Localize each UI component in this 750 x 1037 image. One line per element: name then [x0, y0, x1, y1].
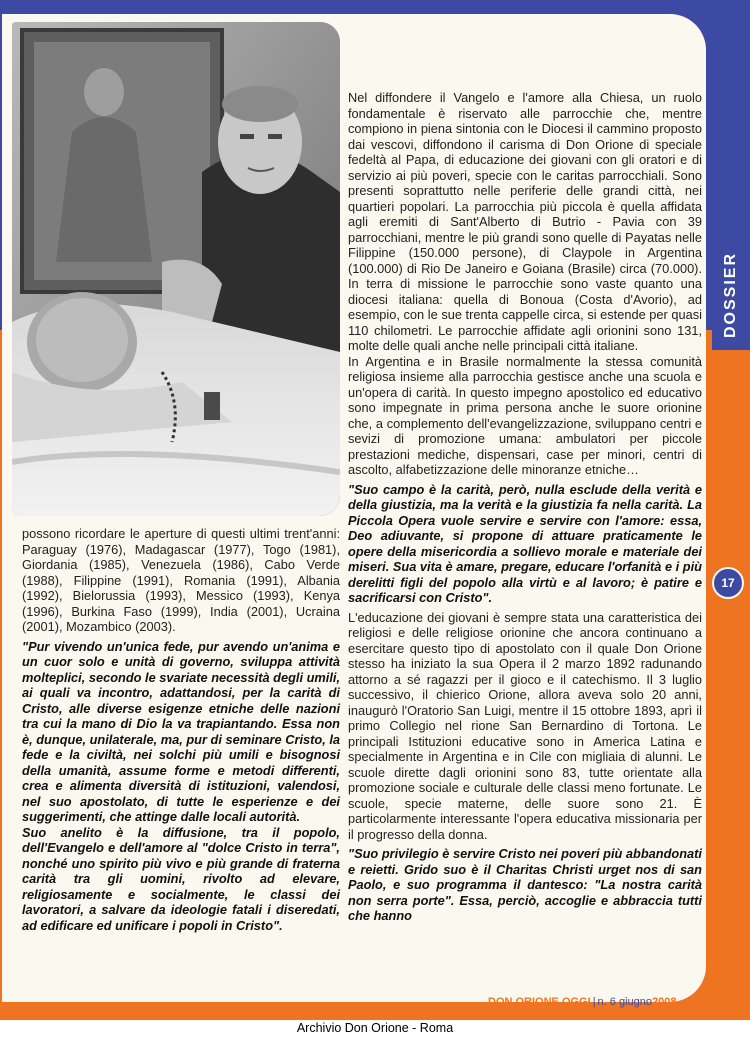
section-tab-label: DOSSIER [722, 251, 740, 339]
right-column [348, 90, 702, 924]
archive-caption: Archivio Don Orione - Roma [0, 1020, 750, 1037]
quote-privilegio: "Suo privilegio è servire Cristo nei poveri più abbandonati e reietti. Grido suo è il Charitas Christi urget nos di san Paolo, e suo programma il dantesco: "La nostra carità non serra porte". Essa, perciò, accoglie e abbraccia tutti che hanno [348, 846, 702, 923]
footer-separator: | [592, 996, 596, 1008]
quote-fede: "Pur vivendo un'unica fede, pur avendo un'anima e un cuor solo e unità di governo, sviluppa attività molteplici, secondo le svariate necessità degli umili, ai quali va incontro, adattandosi, per la carità di Cristo, alle diverse esigenze etniche delle nazioni tra cui la mano di Dio la va trapiantando. Essa non è, dunque, unilaterale, ma, pur di seminare Cristo, la fede e la civiltà, nei solchi più umili e bisognosi della umanità, assume forme e metodi differenti, crea e alimenta diversità di istituzioni, valendosi, nel suo apostolato, di tutte le esperienze e dei suggerimenti, che attinge dalle locali autorità. [22, 638, 340, 824]
footer-issue: n. 6 giugno [597, 996, 652, 1008]
footer-brand: DON ORIONE OGGI [488, 996, 591, 1008]
paragraph-openings: possono ricordare le aperture di questi ultimi trent'anni: Paraguay (1976), Madagascar (1977), Togo (1981), Giordania (1985), Venezuela (1986), Cabo Verde (1988), Filippine (1991), Romania (1991), Albania (1992), Bielorussia (1993), Messico (1993), Kenya (1996), Burkina Faso (1999), India (2001), Ucraina (2001), Mozambico (2003). [22, 526, 340, 634]
quote-anelito: Suo anelito è la diffusione, tra il popolo, dell'Evangelo e dell'amore al "dolce Cristo in terra", nonché uno spirito più vivo e più grande di fraterna carità tra gli uomini, rivolto ad elevare, religiosamente e socialmente, le classi dei lavoratori, a salvare da ideologie fatali i diseredati, ad edificare ed unificare i popoli in Cristo". [22, 824, 340, 933]
footer-year: 2008 [651, 996, 677, 1008]
footer-magazine [488, 996, 676, 1008]
quote-carita: "Suo campo è la carità, però, nulla esclude della verità e della giustizia, ma la verità e la giustizia fa nella carità. La Piccola Opera vuole servire e servire con l'amore: essa, Deo adiuvante, si propone di attuare praticamente le opere della misericordia a sollievo morale e materiale dei miseri. Sua vita è amare, pregare, educare l'orfanità e i più derelitti figli del popolo alla virtù e al lavoro; è patire e sacrificarsi con Cristo". [348, 481, 702, 605]
paragraph-education: L'educazione dei giovani è sempre stata una caratteristica dei religiosi e delle religiose orionine che ancora continuano a esercitare questo tipo di apostolato con il quale Don Orione stesso ha iniziato la sua Opera il 2 marzo 1892 radunando attorno a sé ragazzi per il gioco e il catechismo. Il 3 luglio successivo, il chierico Orione, allora aveva solo 20 anni, inaugurò l'Oratorio San Luigi, mentre il 15 ottobre 1893, aprì il primo Collegio nel rione San Bernardino di Tortona. Le principali Istituzioni educative sono in America Latina e specialmente in Argentina e in Cile con migliaia di alunni. Le scuole dirette dagli orionini sono 83, tutte orientate alla promozione sociale e culturale delle classi meno fortunate. Le scuole, specie materne, delle suore sono 21. È particolarmente interessante l'opera educativa missionaria per il progresso della donna. [348, 609, 702, 842]
page-number-badge [712, 567, 744, 599]
photo-illustration [12, 22, 340, 516]
paragraph-argentina-brasile: In Argentina e in Brasile normalmente la stessa comunità religiosa insieme alla parrocchia gestisce anche una scuola e un'opera di carità. In questo impegno apostolico ed educativo sono impegnate in prima persona anche le suore orionine che, a complemento dell'evangelizzazione, sviluppano centri e sevizi di promozione umana: ambulatori per piccole prestazioni mediche, dispensari, case per minori, centri di ascolto, alfabetizzazione delle minoranze etniche… [348, 353, 702, 477]
left-column [22, 526, 340, 933]
page-number: 17 [721, 576, 735, 590]
historical-photo [12, 22, 340, 516]
section-tab [714, 250, 748, 340]
paragraph-parishes: Nel diffondere il Vangelo e l'amore alla Chiesa, un ruolo fondamentale è riservato alle parrocchie che, mentre compiono in piena sintonia con le Diocesi il cammino proposto dai vescovi, diffondono il carisma di Don Orione di speciale fedeltà al Papa, di educazione dei giovani con gli oratori e di servizio ai più poveri, specie con le caritas parrocchiali. Sono presenti soprattutto nelle periferie delle grandi città, nei quartieri popolari. La parrocchia più piccola è quella affidata agli eremiti di Sant'Alberto di Butrio - Pavia con 39 parrocchiani, mentre le più grandi sono quelle di Payatas nelle Filippine (150.000 persone), di Claypole in Argentina (100.000) di Rio De Janeiro e Goiana (Brasile) circa (70.000). In terra di missione le parrocchie sono vaste quanto una diocesi italiana: quella di Bonoua (Costa d'Avorio), ad esempio, con le sue trenta cappelle circa, si estende per quasi 110 chilometri. Le parrocchie affidate agli orionini sono 131, molte delle quali anche nelle principali città italiane. [348, 90, 702, 353]
